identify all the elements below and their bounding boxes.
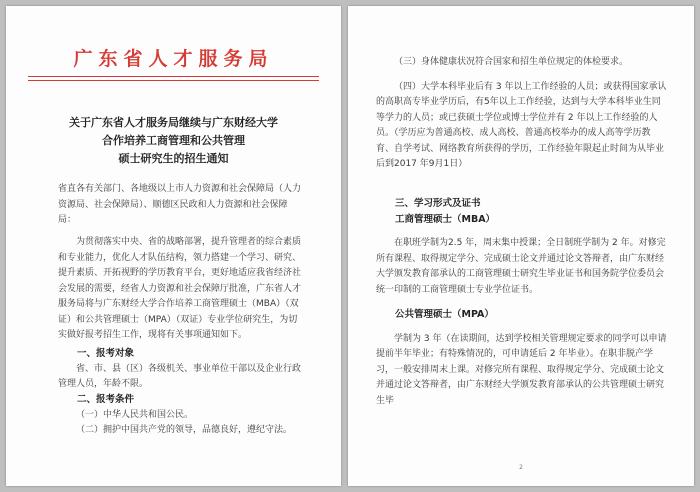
section-1-heading: 一、报考对象 — [77, 348, 135, 359]
section-2 — [58, 392, 301, 439]
document-title — [6, 114, 341, 168]
condition-item-4: （四）大学本科毕业后有 3 年以上工作经验的人员；或获得国家承认的高职高专毕业学历后，有5年以上工作经验，达到与大学本科毕业生同等学力的人员；或已获硕士学位或博士学位并有 2 年以上工作经验的人员。（学历应为普通高校、成人高校、普通高校举办的成人高等学历教育、自学考试、网络教育所获得的学历，工作经验年限起止时间为从毕业后到2017 年9月1日） — [376, 81, 667, 169]
page-number: 2 — [519, 464, 523, 471]
mpa-heading: 公共管理硕士（MPA） — [395, 309, 494, 320]
mba-heading: 工商管理硕士（MBA） — [395, 213, 496, 225]
title-line-2: 合作培养工商管理和公共管理 — [102, 134, 245, 147]
title-line-1: 关于广东省人才服务局继续与广东财经大学 — [69, 116, 278, 129]
letterhead-rule-thick — [28, 76, 319, 77]
section-3 — [376, 196, 668, 418]
letterhead-title: 广东省人才服务局 — [73, 48, 274, 70]
condition-item-3: （三）身体健康状况符合国家和招生单位规定的体检要求。 — [394, 57, 629, 67]
section-3-heading: 三、学习形式及证书 — [395, 198, 481, 209]
letterhead-rule-thin — [28, 80, 319, 81]
addressees-paragraph: 省直各有关部门、各地级以上市人力资源和社会保障局（人力资源局、社会保障局）、顺德区民政和人力资源和社会保障局： — [58, 184, 302, 225]
mba-text: 在职班学制为2.5 年，周末集中授课；全日制班学制为 2 年。对修完所有课程、取得规定学分、完成硕士论文并通过论文答辩者，由广东财经大学颁发教育部承认的工商管理硕士研究生毕业证书和国务院学位委员会统一印制的工商管理硕士专业学位证书。 — [376, 238, 666, 295]
section-2-heading: 二、报考条件 — [77, 394, 135, 405]
intro-paragraph: 为贯彻落实中央、省的战略部署，提升管理者的综合素质和专业能力，优化人才队伍结构，领力搭建一个学习、研究、提升素质、开拓视野的学历教育平台，更好地适应我省经济社会发展的需要，经省人力资源和社会保障厅批准，广东省人才服务局将与广东财经大学合作培养工商管理硕士（MBA）（双证）和公共管理硕士（MPA）（双证）专业学位研究生，为切实做好报考招生工作，现将有关事项通知如下。 — [58, 237, 302, 340]
document-page-1 — [6, 6, 341, 486]
section-1 — [58, 346, 301, 393]
section-2-item-1: （一）中华人民共和国公民。 — [76, 409, 194, 420]
section-1-text: 省、市、县（区）各级机关、事业单位干部以及企业行政管理人员，年龄不限。 — [58, 363, 302, 389]
section-2-item-2: （二）拥护中国共产党的领导，品德良好，遵纪守法。 — [76, 425, 293, 435]
mpa-text: 学制为 3 年（在读期间，达到学校相关管理规定要求的同学可以申请提前半年毕业；有特殊情况的，可申请延后 2 年毕业）。在职非脱产学习，一般安排周末上课。对修完所有课程、取得规定学分、完成硕士论文并通过论文答辩者，由广东财经大学颁发教育部承认的公共管理硕士研究生毕 — [376, 333, 667, 406]
title-line-3: 硕士研究生的招生通知 — [118, 152, 229, 165]
document-page-2 — [348, 6, 694, 486]
conditions-continued — [376, 46, 668, 182]
